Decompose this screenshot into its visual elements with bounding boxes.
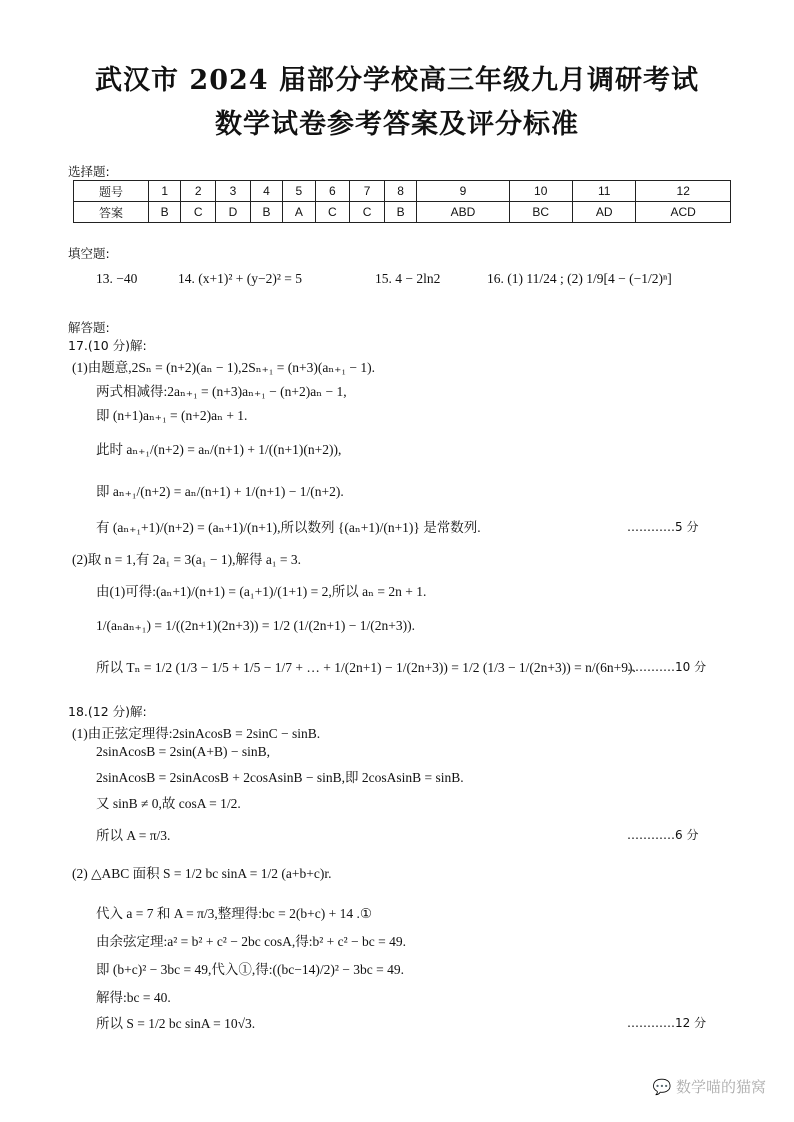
- q18-line-5: 所以 A = π/3.: [96, 828, 171, 843]
- answer-cell: B: [384, 202, 416, 223]
- chat-bubble-icon: 💬: [652, 1078, 672, 1096]
- num-cell: 11: [572, 181, 635, 202]
- q18-heading: 18.(12 分)解:: [68, 704, 147, 719]
- answer-cell: B: [250, 202, 282, 223]
- num-cell: 9: [417, 181, 509, 202]
- q17-line-10: 所以 Tₙ = 1/2 (1/3 − 1/5 + 1/5 − 1/7 + … + 1/(2n+1) − 1/(2n+3)) = 1/2 (1/3 − 1/(2n+3)) = n/(6n+9).: [96, 660, 636, 675]
- q17-line-9: 1/(aₙaₙ₊₁) = 1/((2n+1)(2n+3)) = 1/2 (1/(2n+1) − 1/(2n+3)).: [96, 618, 415, 633]
- q18-line-7: 代入 a = 7 和 A = π/3,整理得:bc = 2(b+c) + 14 .①: [96, 906, 372, 921]
- fill-answer-16: 16. (1) 11/24 ; (2) 1/9[4 − (−1/2)ⁿ]: [487, 271, 672, 286]
- q18-line-10: 解得:bc = 40.: [96, 990, 171, 1005]
- title-line-1: 武汉市 2024 届部分学校高三年级九月调研考试: [95, 65, 699, 96]
- q18-line-9: 即 (b+c)² − 3bc = 49,代入①,得:((bc−14)/2)² − 3bc = 49.: [96, 962, 404, 977]
- q18-score-1: …………6 分: [627, 828, 699, 842]
- watermark: [653, 1076, 766, 1097]
- q18-line-11: 所以 S = 1/2 bc sinA = 10√3.: [96, 1016, 256, 1031]
- q18-score-2: …………12 分: [627, 1016, 707, 1030]
- q18-line-4: 又 sinB ≠ 0,故 cosA = 1/2.: [96, 796, 241, 811]
- q17-line-4: 此时 aₙ₊₁/(n+2) = aₙ/(n+1) + 1/((n+1)(n+2)),: [96, 442, 342, 457]
- q18-line-3: 2sinAcosB = 2sinAcosB + 2cosAsinB − sinB,即 2cosAsinB = sinB.: [96, 770, 464, 785]
- num-cell: 7: [350, 181, 385, 202]
- header-label: 题号: [74, 181, 149, 202]
- answer-cell: ACD: [636, 202, 731, 223]
- answer-cell: C: [350, 202, 385, 223]
- num-cell: 8: [384, 181, 416, 202]
- answer-cell: C: [315, 202, 350, 223]
- q17-score-1: …………5 分: [627, 520, 699, 534]
- q17-heading: 17.(10 分)解:: [68, 338, 147, 353]
- answer-table: [73, 180, 731, 223]
- q17-line-1: (1)由题意,2Sₙ = (n+2)(aₙ − 1),2Sₙ₊₁ = (n+3)(aₙ₊₁ − 1).: [72, 360, 376, 375]
- num-cell: 5: [283, 181, 315, 202]
- answer-label: 答案: [74, 202, 149, 223]
- q18-line-1: (1)由正弦定理得:2sinAcosB = 2sinC − sinB.: [72, 726, 321, 741]
- q18-line-8: 由余弦定理:a² = b² + c² − 2bc cosA,得:b² + c² − bc = 49.: [96, 934, 406, 949]
- answer-cell: BC: [509, 202, 572, 223]
- title-line-2: 数学试卷参考答案及评分标准: [215, 109, 579, 140]
- answer-cell: ABD: [417, 202, 509, 223]
- num-cell: 12: [636, 181, 731, 202]
- q17-line-8: 由(1)可得:(aₙ+1)/(n+1) = (a₁+1)/(1+1) = 2,所以 aₙ = 2n + 1.: [96, 584, 427, 599]
- q17-line-3: 即 (n+1)aₙ₊₁ = (n+2)aₙ + 1.: [96, 408, 248, 423]
- q17-line-7: (2)取 n = 1,有 2a₁ = 3(a₁ − 1),解得 a₁ = 3.: [72, 552, 302, 567]
- q18-line-6: (2) △ABC 面积 S = 1/2 bc sinA = 1/2 (a+b+c)r.: [72, 866, 332, 881]
- fill-heading: 填空题:: [68, 246, 110, 261]
- fill-answer-15: 15. 4 − 2ln2: [375, 271, 441, 286]
- answer-cell: C: [181, 202, 216, 223]
- q17-line-6: 有 (aₙ₊₁+1)/(n+2) = (aₙ+1)/(n+1),所以数列 {(aₙ+1)/(n+1)} 是常数列.: [96, 520, 481, 535]
- watermark-text: 数学喵的猫窝: [675, 1078, 766, 1096]
- num-cell: 4: [250, 181, 282, 202]
- fill-answer-14: 14. (x+1)² + (y−2)² = 5: [178, 271, 303, 286]
- q17-line-2: 两式相减得:2aₙ₊₁ = (n+3)aₙ₊₁ − (n+2)aₙ − 1,: [96, 384, 347, 399]
- solve-heading: 解答题:: [68, 320, 110, 335]
- fill-answer-13: 13. −40: [96, 271, 138, 286]
- answer-table-answer-row: [74, 202, 731, 223]
- num-cell: 2: [181, 181, 216, 202]
- answer-table-header-row: [74, 181, 731, 202]
- num-cell: 3: [216, 181, 251, 202]
- answer-cell: A: [283, 202, 315, 223]
- q17-line-5: 即 aₙ₊₁/(n+2) = aₙ/(n+1) + 1/(n+1) − 1/(n+2).: [96, 484, 344, 499]
- answer-cell: D: [216, 202, 251, 223]
- answer-cell: B: [149, 202, 181, 223]
- num-cell: 1: [149, 181, 181, 202]
- q18-line-2: 2sinAcosB = 2sin(A+B) − sinB,: [96, 744, 270, 759]
- answer-cell: AD: [572, 202, 635, 223]
- num-cell: 6: [315, 181, 350, 202]
- mc-heading: 选择题:: [68, 164, 110, 179]
- q17-score-2: …………10 分: [627, 660, 707, 674]
- num-cell: 10: [509, 181, 572, 202]
